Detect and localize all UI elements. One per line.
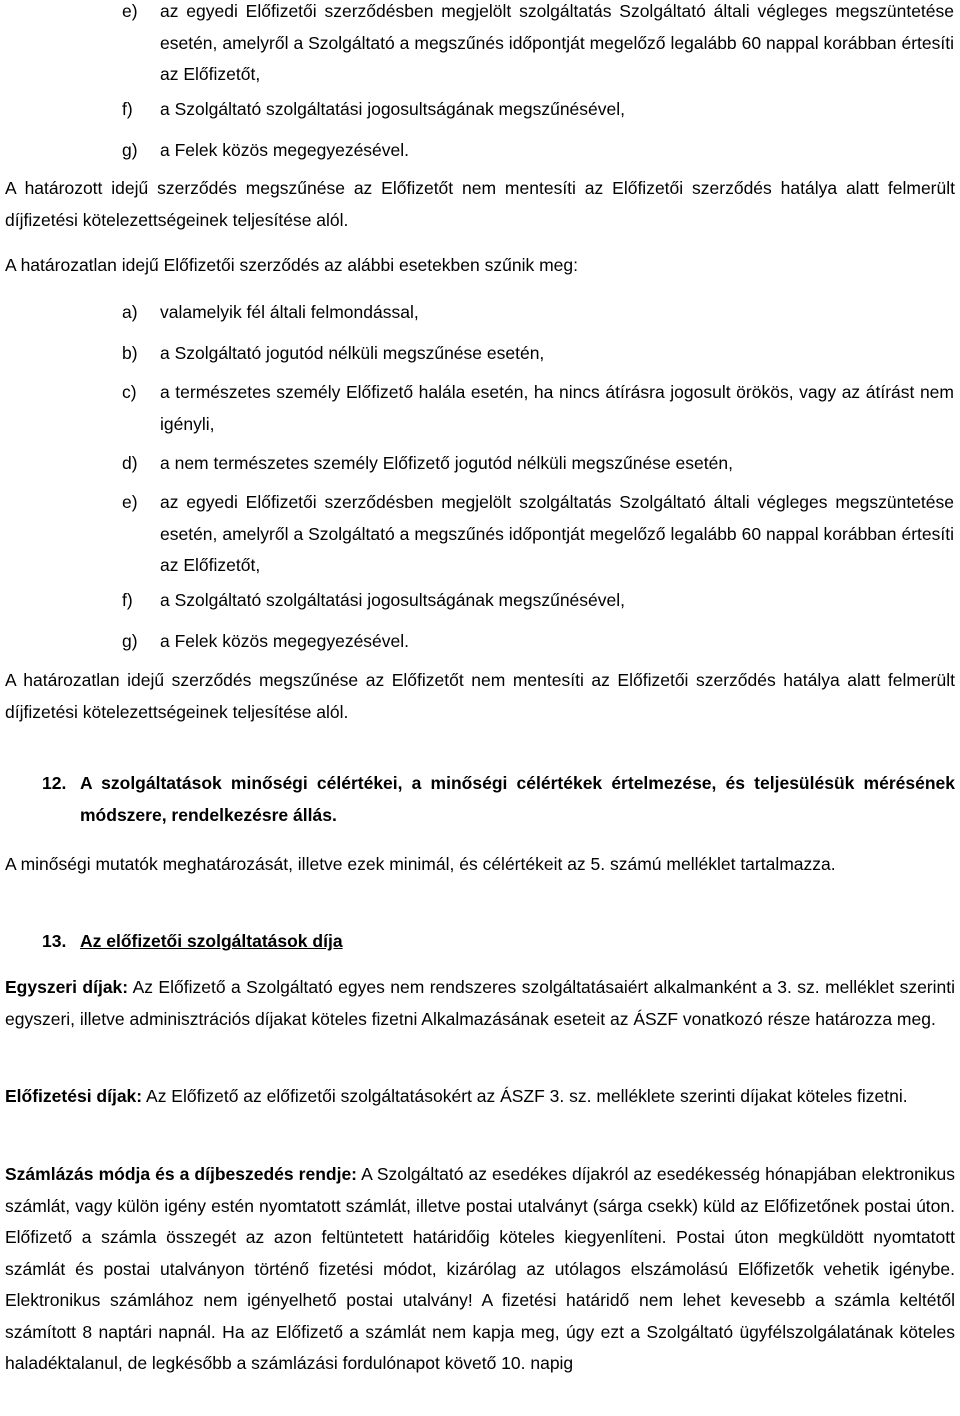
list-item-label: e) [122,492,138,512]
paragraph-subscription-fees [5,1081,955,1113]
list-item [122,134,954,166]
term-label: Egyszeri díjak: [5,977,129,997]
paragraph-fixed-term: A határozott idejű szerződés megszűnése az Előfizetőt nem mentesíti az Előfizetői szerződés hatálya alatt felmerült díjfizetési kötelezettségeinek teljesítése alól. [5,178,955,230]
list-item-text: az egyedi Előfizetői szerződésben megjelölt szolgáltatás Szolgáltató általi végleges megszüntetése esetén, amelyről a Szolgáltató a megszűnés időpontját megelőző legalább 60 nappal korábban értesíti az Előfizetőt, [160,1,954,84]
list-item [122,584,954,616]
list-item-text: az egyedi Előfizetői szerződésben megjelölt szolgáltatás Szolgáltató általi végleges megszüntetése esetén, amelyről a Szolgáltató a megszűnés időpontját megelőző legalább 60 nappal korábban értesíti az Előfizetőt, [160,492,954,575]
list-item [122,296,954,328]
paragraph-billing [5,1159,955,1380]
list-item-text: a Szolgáltató jogutód nélküli megszűnése esetén, [160,343,545,363]
list-item-text: a Felek közös megegyezésével. [160,631,410,651]
paragraph-quality: A minőségi mutatók meghatározását, illetve ezek minimál, és célértékeit az 5. számú melléklet tartalmazza. [5,854,836,874]
list-item [122,0,954,91]
list-item-label: e) [122,1,138,21]
list-item-text: a Felek közös megegyezésével. [160,140,410,160]
list-item-label: a) [122,302,138,322]
term-text: Az Előfizető az előfizetői szolgáltatásokért az ÁSZF 3. sz. melléklete szerinti díjakat köteles fizetni. [142,1086,908,1106]
list-item-label: c) [122,382,137,402]
list-item [122,487,954,582]
term-text: Az Előfizető a Szolgáltató egyes nem rendszeres szolgáltatásaiért alkalmanként a 3. sz. melléklet szerinti egyszeri, illetve adminisztrációs díjakat köteles fizetni Alkalmazásának eseteit az ÁSZF vonatkozó része határozza meg. [5,977,955,1029]
section-number: 12. [42,773,67,793]
list-item [122,625,954,657]
list-item [122,447,954,479]
section-number: 13. [42,931,67,951]
section-title: Az előfizetői szolgáltatások díja [80,931,343,951]
term-label: Számlázás módja és a díjbeszedés rendje: [5,1164,358,1184]
list-item [122,337,954,369]
section-heading-12 [42,768,955,831]
list-item-text: a Szolgáltató szolgáltatási jogosultságának megszűnésével, [160,590,626,610]
list-item-text: valamelyik fél általi felmondással, [160,302,419,322]
list-item-text: a nem természetes személy Előfizető jogutód nélküli megszűnése esetén, [160,453,733,473]
paragraph-indefinite-end: A határozatlan idejű szerződés megszűnése az Előfizetőt nem mentesíti az Előfizetői szerződés hatálya alatt felmerült díjfizetési kötelezettségeinek teljesítése alól. [5,670,955,722]
list-item-text: a Szolgáltató szolgáltatási jogosultságának megszűnésével, [160,99,626,119]
list-item-text: a természetes személy Előfizető halála esetén, ha nincs átírásra jogosult örökös, vagy az átírást nem igényli, [160,382,954,434]
term-text: A Szolgáltató az esedékes díjakról az esedékesség hónapjában elektronikus számlát, vagy külön igény estén nyomtatott számlát, illetve postai utalványt (sárga csekk) küld az Előfizetőnek postai úton. Előfizető a számla összegét az azon feltüntetett határidőig köteles kiegyenlíteni. Postai úton megküldött nyomtatott számlát és postai utalványon történő fizetési módot, kizárólag az utólagos elszámolású Előfizetők vehetik igénybe. Elektronikus számlához nem igényelhető postai utalvány! A fizetési határidő nem lehet kevesebb a számla keltétől számított 8 naptári napnál. Ha az Előfizető a számlát nem kapja meg, úgy ezt a Szolgáltató ügyfélszolgálatának köteles haladéktalanul, de legkésőbb a számlázási fordulónapot követő 10. napig [5,1164,955,1373]
list-item-label: d) [122,453,138,473]
list-item-label: g) [122,140,138,160]
paragraph-indefinite-intro: A határozatlan idejű Előfizetői szerződés az alábbi esetekben szűnik meg: [5,255,578,275]
list-item-label: f) [122,99,133,119]
term-label: Előfizetési díjak: [5,1086,143,1106]
list-item-label: b) [122,343,138,363]
section-heading-13 [42,926,955,958]
list-item-label: f) [122,590,133,610]
list-item [122,377,954,440]
paragraph-one-time-fees [5,972,955,1035]
list-item [122,93,954,125]
section-title: A szolgáltatások minőségi célértékei, a minőségi célértékek értelmezése, és teljesülésük mérésének módszere, rendelkezésre állás. [80,773,955,825]
list-item-label: g) [122,631,138,651]
